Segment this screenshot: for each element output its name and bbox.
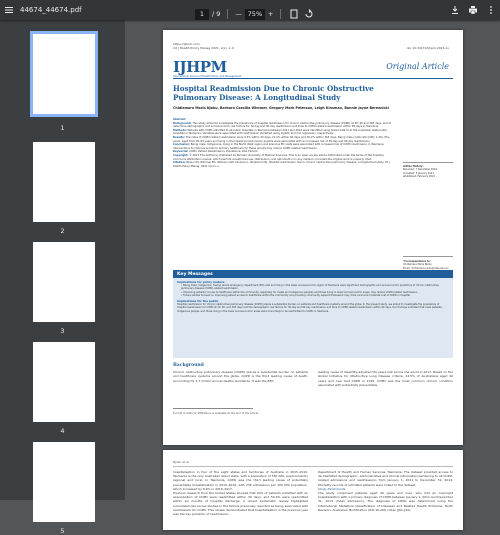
page-total: / 9 [212, 10, 221, 18]
thumbnail-page-number: 3 [60, 327, 65, 335]
article-authors: Chidiamara Maria Njoku, Barbara Caecilia Wimmer, Gregory Mark Peterson, Leigh Kinsman, Bonnie Jayne Bereznicki [173, 106, 389, 110]
page-thumbnail-1[interactable] [33, 34, 95, 114]
epublished-date: ePublished: February 2021 [403, 175, 435, 179]
page-thumbnail-4[interactable] [33, 342, 95, 422]
history-label: Article History: [403, 165, 424, 168]
rotate-button[interactable] [303, 4, 315, 24]
journal-logo: IJHPM [173, 58, 227, 76]
correspondence-label: *Correspondence to: [403, 260, 431, 263]
footnote-divider [173, 408, 253, 409]
thumbnail-page-number: 1 [60, 124, 65, 132]
study-participants-text: The study comprised patients aged 40 years and over, who had an overnight hospitalisation with a primary diagnosis of COPD between January 1, 2011 and December 31, 2013 (index admission). The diagnosis of COPD was determined using the International Statistical Classification of Diseases and Related Health Problems, Tenth Revision, Australian Modification (ICD-10-AM) codes (J40–J44). [318, 491, 453, 512]
document-viewer[interactable] [125, 20, 500, 517]
body-column-right: leading cause of disability-adjusted life years lost across the world in 2017. Based on the Global Initiative for Obstructive Lung Disease criteria, 14.5% of Australians aged 40 years and over had COPD in 2015. COPD was the most common chronic condition associated with potentially preventable [318, 370, 453, 387]
toolbar-separator [227, 9, 228, 19]
doi-label: doi 10.34172/ijhpm.2021.xx [406, 46, 449, 50]
print-button[interactable] [464, 0, 482, 20]
document-title: 44674_44674.pdf [20, 6, 82, 14]
accepted-date: Accepted: 5 January 2021 [403, 171, 434, 175]
header-divider [173, 78, 453, 79]
background-heading: Background [173, 363, 204, 368]
abstract-results: Results: The rates of COPD-related readmission were 9.5% within 30 days, 21.2% within 90 days and 40.2% within 365 days. Being male (odds ratio [OR]: 1.40), 65+ years, aged from 65–84 years and living in the lowest socioeconomic quintile were associated with an increased risk of 30-day and 90-day readmission. [173, 135, 390, 143]
page-thumbnail-2[interactable] [33, 142, 95, 222]
fit-to-page-icon [289, 9, 299, 19]
zoom-level-input[interactable]: 75% [245, 9, 265, 20]
thumbnail-sidebar [0, 20, 125, 535]
pdf-toolbar [0, 0, 500, 20]
abstract-keywords: Keywords: COPD, Patient Readmission, Prevalence, Risk Factors [173, 150, 258, 154]
policy-item: • Future studies focused on improving patient access to healthcare within the community and providing community support framework may drive rural and moderate cost of COPD in hospital. [181, 293, 411, 297]
policy-item: • Improving patients' access to healthcare within the community, especially for males and Indigenous peoples and those living in lower socioeconomic areas, may reduce COPD-related readmission. [181, 290, 418, 294]
correspondence-name: Chidiamara Maria Njoku [403, 263, 432, 267]
download-button[interactable] [446, 0, 464, 20]
page-thumbnail-3[interactable] [33, 242, 95, 322]
body-column-left: hospitalisation in four of the eight states and territories of Australia in 2015–2016. Tasmania is the only Australian island state, with a population of 530 000, predominantly regional and rural. In Tasmania, COPD was the third leading cause of potentially preventable hospitalisation in 2015–2016, with 236 admissions per 100 000 population, which increased by 8.6% in 2016–2017. Previous research from the United States showed that 20% of patients admitted with an exacerbation of COPD were readmitted within 30 days, and 50.0% were readmitted within six months of hospital discharge. A recent systematic review highlighted inconsistencies across studies in the factors previously reported as being associated with readmission for COPD. This review demonstrated that hospitalisation in the previous year was the key predictor of readmission. [173, 470, 308, 517]
abstract-heading: Abstract [173, 118, 186, 121]
toolbar-separator [280, 9, 281, 19]
data-source-text: Department of Health and Human Services, Tasmania. The dataset provided access to de-identified demographic, administrative and clinical information pertaining to all COPD-related admissions and readmissions from January 1, 2011 to December 31, 2014. Mortality records of admitted patients were linked to the dataset. [318, 470, 453, 487]
zoom-out-button[interactable]: — [235, 10, 242, 18]
body-column-left: Chronic obstructive pulmonary disease (COPD) places a substantial burden on patients and healthcare systems around the globe. COPD is the third leading cause of death, accounting for 4.7 million annual deaths worldwide. It was the fifth [173, 370, 308, 383]
header-divider [173, 466, 453, 467]
toolbar-right [446, 0, 500, 20]
received-date: Received: 7 December 2019 [403, 168, 437, 172]
more-actions-button[interactable] [482, 0, 500, 20]
abstract-copyright: Copyright: © 2021 The Author(s); Published by Kerman University of Medical Sciences. This is an open-access article distributed under the terms of the Creative Commons Attribution License, which permits unrestricted use, distribution, and reproduction in any medium, provided the original work is properly cited. [173, 153, 384, 161]
zoom-in-button[interactable]: + [267, 10, 274, 18]
abstract-background: Background: This study aimed to investigate the prevalence of hospital readmission for chronic obstructive pulmonary disease (COPD) at 30, 90 and 365 days, and to determine demographic and socioeconomic risk factors for 30-day and 90-day readmission and time to COPD-related readmission within 90 days in Tasmania. [173, 121, 392, 129]
pdf-page-1 [163, 30, 463, 445]
thumbnail-page-number: 2 [60, 227, 65, 235]
download-icon [450, 5, 460, 15]
study-participants-heading: Study Participants [318, 486, 346, 491]
article-type-label: Original Article [386, 62, 449, 71]
affiliations-footnote: Full list of authors' affiliations is available at the end of the article. [173, 412, 259, 415]
policy-item: • Being male, Indigenous, having recent emergency department (ED) visit and living in the lower socioeconomic region of Tasmania were significant demographic and socioeconomic predictors of chronic obstructive pulmonary disease (COPD)-related readmission. [181, 284, 439, 291]
public-implications-heading: Implications for the public [177, 299, 219, 304]
key-messages-box [173, 270, 453, 358]
correspondence [403, 260, 453, 270]
article-history [403, 165, 453, 179]
journal-header-info: https://ijhpm.com Int J Health Policy Manag 2021, x(x), 1–9 [173, 42, 234, 50]
page-thumbnail-5[interactable] [33, 442, 95, 522]
policy-implications-heading: Implications for policy makers [177, 280, 225, 284]
fit-page-button[interactable] [288, 4, 300, 24]
page-number-input[interactable]: 1 [195, 9, 209, 20]
thumbnail-page-number: 4 [60, 427, 65, 435]
rotate-icon [304, 9, 314, 19]
correspondence-email[interactable]: Email: chidiamara.njoku@utas.edu.au [403, 266, 449, 270]
abstract [173, 118, 395, 168]
menu-button[interactable] [0, 0, 18, 20]
abstract-methods: Methods: Patients with COPD admitted to all public hospitals in Tasmania between 2011 and 2014 were identified using linked data from the Australian state public hospitals in Tasmania. Variables were associated with readmission identified using logistic and Cox regression, respectively. [173, 128, 388, 136]
public-implications-text: Hospital readmission for chronic obstructive pulmonary disease (COPD) places a substantial burden on patients and healthcare systems around the globe. In the present study, we aimed to investigate the prevalence of hospital readmission for COPD at 30, 90, and 365 days and the demographic risk factors for 30-day and 90-day readmission and time to COPD-related readmission within 90 days. Our findings indicated that male patients, Indigenous people, and those living in the lower socioeconomic areas were more likely to be readmitted for COPD in Tasmania. [177, 303, 443, 313]
aside-divider [403, 256, 453, 257]
hamburger-menu-icon [4, 5, 14, 15]
aside-divider [403, 162, 453, 163]
thumbnail-page-number: 5 [60, 527, 65, 535]
more-vert-icon [486, 5, 496, 15]
print-icon [468, 5, 478, 15]
journal-logo-subtitle: International Journal of Health Policy and Management [173, 75, 242, 78]
page-controls [195, 4, 315, 24]
body-column-right [318, 470, 453, 512]
key-messages-heading: Key Messages [173, 270, 453, 278]
article-title: Hospital Readmission Due to Chronic Obstructive Pulmonary Disease: A Longitudinal Study [173, 84, 374, 102]
running-header: Njoku et al [173, 460, 190, 464]
pdf-page-2 [163, 450, 463, 530]
abstract-citation: Citation: Njoku CM, Wimmer BC, Peterson GM, Kinsman L, Bereznicki BJ. Hospital readmission due to chronic obstructive pulmonary disease: a longitudinal study. Int J Health Policy Manag. 2021;x(x):x–x. [173, 161, 390, 168]
abstract-conclusion: Conclusion: Being male, Indigenous, living in the North West region and previous ED visits were associated with increased risk of COPD readmission in Tasmania. Interventions to improve access to primary healthcare for these groups may reduce COPD-related readmission. [173, 143, 385, 150]
